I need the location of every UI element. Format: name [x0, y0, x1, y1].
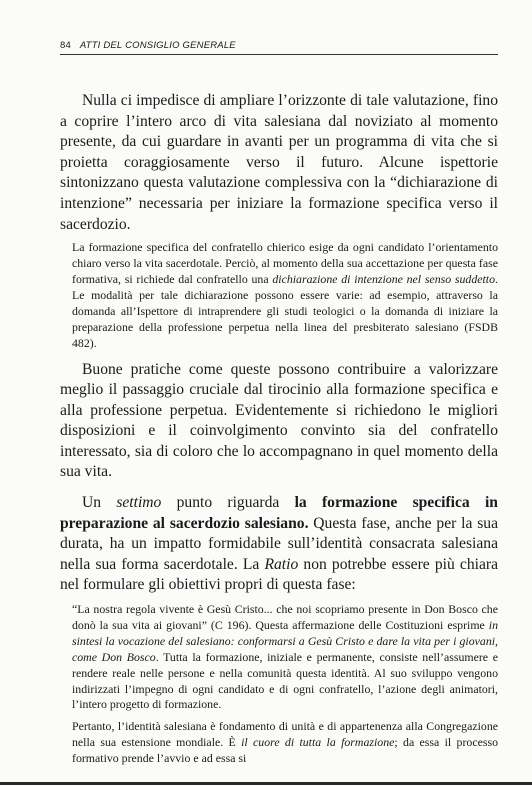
quote-identity [72, 719, 498, 767]
p3-text-a: Un [82, 494, 117, 512]
quote-2-text-a: “La nostra regola vivente è Gesù Cristo... che noi scopriamo presente in Don Bosco che donò la sua vita ai giovani” (C 196). Questa affermazione delle Costituzioni esprime [72, 602, 498, 632]
running-title: ATTI DEL CONSIGLIO GENERALE [79, 40, 236, 51]
paragraph-2: Buone pratiche come queste possono contribuire a valorizzare meglio il passaggio cruciale dal tirocinio alla formazione specifica e alla professione perpetua. Evidentemente si richiedono le migliori disposizioni e il coinvolgimento convinto sia del confratello interessato, sia di coloro che lo accompagnano in quel momento della sua vita. [60, 360, 498, 481]
quote-3-text-a: Pertanto, l’identità salesiana è fondamento di unità e di appartenenza alla Congregazione nella sua estensione mondiale. È [72, 719, 498, 750]
quote-constitutions [72, 602, 498, 713]
p3-emphasis-settimo: settimo [116, 494, 162, 512]
paragraph-1: Nulla ci impedisce di ampliare l’orizzonte di tale valutazione, fino a coprire l’intero arco di vita salesiana dal noviziato al momento presente, da cui guardare in avanti per un programma di vita che si proietta coraggiosamente verso il futuro. Alcune ispettorie sintonizzano questa valutazione complessiva con la “dichiarazione di intenzione” necessaria per iniziare la formazione specifica verso il sacerdozio. [60, 92, 498, 233]
p3-text-d: non potrebbe essere più chiara nel formulare gli obiettivi propri di questa fase: [60, 555, 498, 594]
p3-text-b: punto riguarda [161, 494, 295, 512]
p3-emphasis-ratio: Ratio [264, 555, 299, 573]
p3-text-c: Questa fase, anche per la sua durata, ha un impatto formidabile sull’identità consacrata salesiana nella sua forma sacerdotale. La [60, 514, 498, 573]
quote-3-text-b: ; da essa il processo formativo prende l’avvio e ad essa si [72, 735, 498, 766]
page [60, 40, 498, 767]
quote-3-emphasis: il cuore di tutta la formazione [241, 735, 395, 750]
quote-fsdb-482 [72, 240, 498, 351]
p3-bold-heading: la formazione specifica in preparazione al sacerdozio salesiano. [60, 494, 498, 532]
quote-2-text-b: . Tutta la formazione, iniziale e permanente, consiste nell’assumere e rendere reale nelle persone e nella comunità questa identità. Al suo sviluppo vengono indirizzati l’impegno di ogni candidato e di ogni confratello, l’azione degli animatori, l’intero progetto di formazione. [72, 649, 498, 712]
quote-1-text-a: La formazione specifica del confratello chierico esige da ogni candidato l’orientamento chiaro verso la vita sacerdotale. Perciò, al momento della sua accettazione per questa fase formativa, si richiede dal confratello una [72, 240, 498, 286]
page-number: 84 [60, 40, 71, 51]
paragraph-3 [60, 493, 498, 596]
quote-1-emphasis: dichiarazione di intenzione nel senso suddetto [272, 271, 496, 286]
running-header [60, 40, 498, 55]
quote-2-emphasis: in sintesi la vocazione del salesiano: conformarsi a Gesù Cristo e dare la vita per i giovani, come Don Bosco [72, 617, 498, 664]
quote-1-text-b: . Le modalità per tale dichiarazione possono essere varie: ad esempio, attraverso la domanda all’Ispettore di intraprendere gli studi teologici o la domanda di iniziare la preparazione della professione perpetua nella linea del presbiterato salesiano (FSDB 482). [72, 271, 498, 350]
